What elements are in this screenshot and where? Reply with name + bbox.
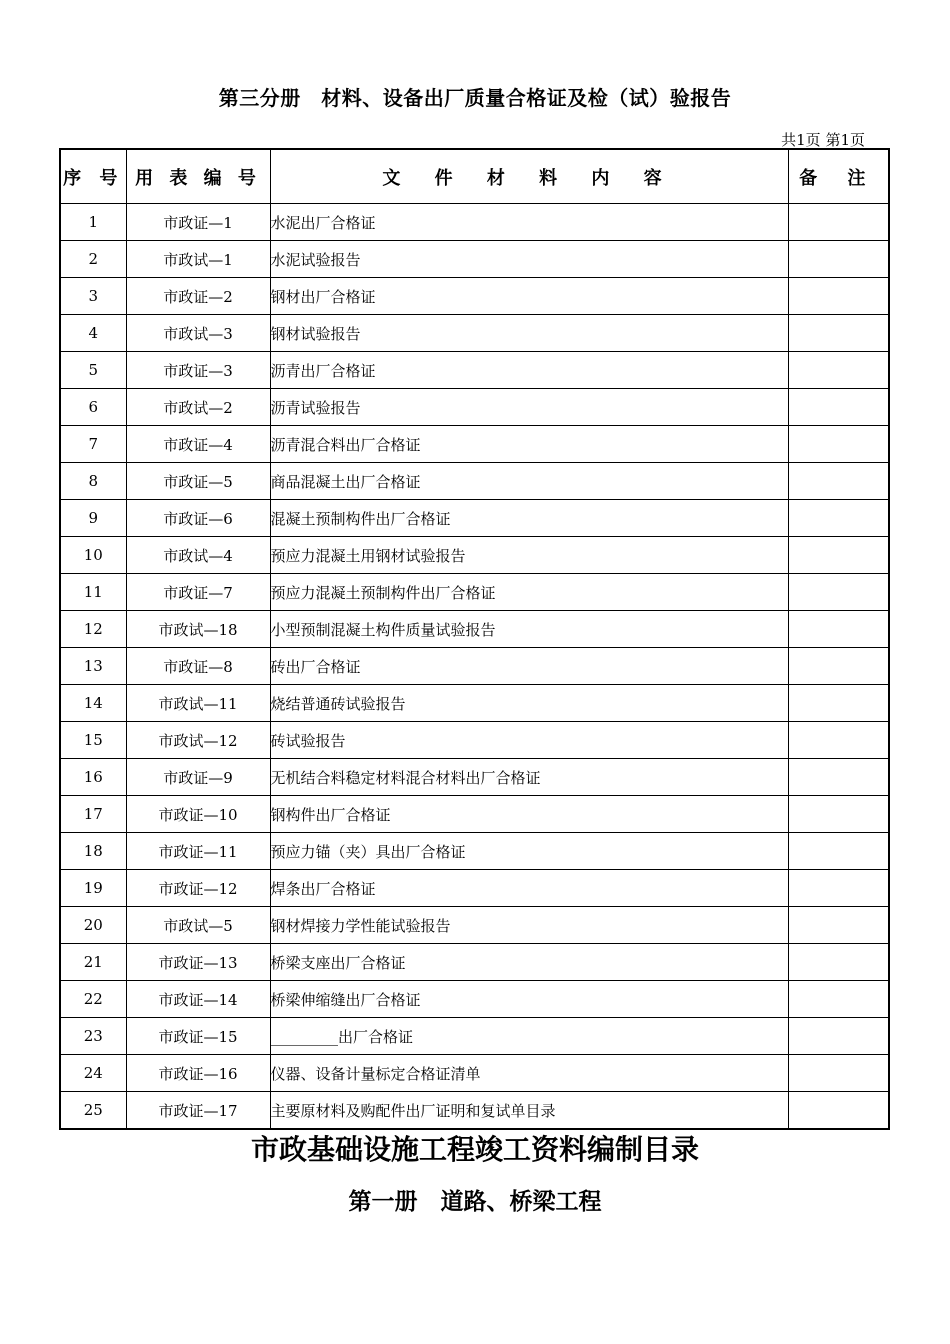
table-row [60, 426, 889, 463]
row-note-cell [788, 611, 889, 648]
row-code-cell: 市政证—15 [126, 1018, 270, 1055]
row-code-cell: 市政试—3 [126, 315, 270, 352]
row-content-cell: 砖出厂合格证 [270, 648, 788, 685]
row-seq-cell: 6 [60, 389, 126, 426]
row-content-cell: 水泥试验报告 [270, 241, 788, 278]
table-row [60, 204, 889, 241]
row-code-cell: 市政证—3 [126, 352, 270, 389]
row-note-cell [788, 426, 889, 463]
row-seq-cell: 22 [60, 981, 126, 1018]
row-seq-cell: 5 [60, 352, 126, 389]
row-note-cell [788, 907, 889, 944]
catalog-title: 市政基础设施工程竣工资料编制目录 [250, 1133, 699, 1166]
row-note-cell [788, 574, 889, 611]
row-seq-cell: 2 [60, 241, 126, 278]
table-row [60, 352, 889, 389]
volume-subtitle: 第一册 道路、桥梁工程 [348, 1188, 602, 1215]
row-content-cell: _________出厂合格证 [270, 1018, 788, 1055]
row-content-cell: 砖试验报告 [270, 722, 788, 759]
row-seq-cell: 11 [60, 574, 126, 611]
row-content-cell: 仪器、设备计量标定合格证清单 [270, 1055, 788, 1092]
row-note-cell [788, 870, 889, 907]
row-note-cell [788, 1055, 889, 1092]
table-row [60, 722, 889, 759]
row-code-cell: 市政证—13 [126, 944, 270, 981]
row-seq-cell: 19 [60, 870, 126, 907]
column-header-content: 文 件 材 料 内 容 [270, 149, 788, 204]
row-content-cell: 沥青试验报告 [270, 389, 788, 426]
row-content-cell: 钢材出厂合格证 [270, 278, 788, 315]
row-code-cell: 市政证—16 [126, 1055, 270, 1092]
row-note-cell [788, 1018, 889, 1055]
row-note-cell [788, 833, 889, 870]
row-content-cell: 预应力混凝土预制构件出厂合格证 [270, 574, 788, 611]
row-code-cell: 市政证—11 [126, 833, 270, 870]
row-note-cell [788, 648, 889, 685]
row-content-cell: 主要原材料及购配件出厂证明和复试单目录 [270, 1092, 788, 1130]
document-index-table [59, 148, 890, 1130]
row-content-cell: 商品混凝土出厂合格证 [270, 463, 788, 500]
row-code-cell: 市政试—1 [126, 241, 270, 278]
row-content-cell: 无机结合料稳定材料混合材料出厂合格证 [270, 759, 788, 796]
row-content-cell: 钢材试验报告 [270, 315, 788, 352]
table-row [60, 1092, 889, 1130]
table-row [60, 1018, 889, 1055]
table-row [60, 796, 889, 833]
row-seq-cell: 25 [60, 1092, 126, 1130]
row-seq-cell: 3 [60, 278, 126, 315]
table-row [60, 907, 889, 944]
row-note-cell [788, 685, 889, 722]
row-code-cell: 市政试—5 [126, 907, 270, 944]
page-count: 共1页 第1页 [781, 131, 865, 149]
row-seq-cell: 21 [60, 944, 126, 981]
table-row [60, 241, 889, 278]
row-note-cell [788, 463, 889, 500]
row-seq-cell: 20 [60, 907, 126, 944]
table-row [60, 278, 889, 315]
row-seq-cell: 9 [60, 500, 126, 537]
row-note-cell [788, 944, 889, 981]
table-row [60, 537, 889, 574]
table-row [60, 759, 889, 796]
row-seq-cell: 24 [60, 1055, 126, 1092]
row-content-cell: 桥梁支座出厂合格证 [270, 944, 788, 981]
row-code-cell: 市政证—14 [126, 981, 270, 1018]
table-row [60, 574, 889, 611]
row-code-cell: 市政证—12 [126, 870, 270, 907]
row-seq-cell: 13 [60, 648, 126, 685]
row-note-cell [788, 278, 889, 315]
row-seq-cell: 16 [60, 759, 126, 796]
row-content-cell: 钢材焊接力学性能试验报告 [270, 907, 788, 944]
table-row [60, 1055, 889, 1092]
table-row [60, 315, 889, 352]
table-row [60, 463, 889, 500]
row-code-cell: 市政证—8 [126, 648, 270, 685]
row-code-cell: 市政证—2 [126, 278, 270, 315]
row-content-cell: 水泥出厂合格证 [270, 204, 788, 241]
row-note-cell [788, 389, 889, 426]
row-seq-cell: 18 [60, 833, 126, 870]
table-row [60, 981, 889, 1018]
row-content-cell: 沥青混合料出厂合格证 [270, 426, 788, 463]
table-row [60, 500, 889, 537]
row-note-cell [788, 315, 889, 352]
row-code-cell: 市政试—4 [126, 537, 270, 574]
row-content-cell: 焊条出厂合格证 [270, 870, 788, 907]
row-note-cell [788, 241, 889, 278]
row-code-cell: 市政试—18 [126, 611, 270, 648]
row-note-cell [788, 204, 889, 241]
row-content-cell: 沥青出厂合格证 [270, 352, 788, 389]
table-row [60, 648, 889, 685]
row-seq-cell: 8 [60, 463, 126, 500]
column-header-note: 备 注 [788, 149, 889, 204]
row-code-cell: 市政试—11 [126, 685, 270, 722]
row-note-cell [788, 537, 889, 574]
row-seq-cell: 14 [60, 685, 126, 722]
table-header-row [60, 149, 889, 204]
row-code-cell: 市政证—5 [126, 463, 270, 500]
row-seq-cell: 15 [60, 722, 126, 759]
row-seq-cell: 10 [60, 537, 126, 574]
row-seq-cell: 4 [60, 315, 126, 352]
row-content-cell: 小型预制混凝土构件质量试验报告 [270, 611, 788, 648]
row-code-cell: 市政证—10 [126, 796, 270, 833]
row-code-cell: 市政证—7 [126, 574, 270, 611]
column-header-seq: 序 号 [60, 149, 126, 204]
row-seq-cell: 17 [60, 796, 126, 833]
row-seq-cell: 23 [60, 1018, 126, 1055]
table-row [60, 870, 889, 907]
row-code-cell: 市政证—4 [126, 426, 270, 463]
table-row [60, 685, 889, 722]
row-code-cell: 市政证—6 [126, 500, 270, 537]
row-content-cell: 混凝土预制构件出厂合格证 [270, 500, 788, 537]
row-seq-cell: 7 [60, 426, 126, 463]
row-code-cell: 市政证—17 [126, 1092, 270, 1130]
row-code-cell: 市政试—2 [126, 389, 270, 426]
row-code-cell: 市政证—9 [126, 759, 270, 796]
table-row [60, 833, 889, 870]
column-header-code: 用 表 编 号 [126, 149, 270, 204]
row-content-cell: 烧结普通砖试验报告 [270, 685, 788, 722]
row-seq-cell: 1 [60, 204, 126, 241]
row-content-cell: 预应力锚（夹）具出厂合格证 [270, 833, 788, 870]
row-note-cell [788, 352, 889, 389]
row-content-cell: 钢构件出厂合格证 [270, 796, 788, 833]
row-note-cell [788, 722, 889, 759]
row-code-cell: 市政试—12 [126, 722, 270, 759]
table-body [60, 204, 889, 1130]
table-row [60, 389, 889, 426]
row-note-cell [788, 1092, 889, 1130]
page-title: 第三分册 材料、设备出厂质量合格证及检（试）验报告 [218, 86, 732, 110]
row-seq-cell: 12 [60, 611, 126, 648]
table-row [60, 611, 889, 648]
row-content-cell: 预应力混凝土用钢材试验报告 [270, 537, 788, 574]
row-code-cell: 市政证—1 [126, 204, 270, 241]
row-note-cell [788, 981, 889, 1018]
table-row [60, 944, 889, 981]
row-content-cell: 桥梁伸缩缝出厂合格证 [270, 981, 788, 1018]
row-note-cell [788, 500, 889, 537]
row-note-cell [788, 759, 889, 796]
row-note-cell [788, 796, 889, 833]
